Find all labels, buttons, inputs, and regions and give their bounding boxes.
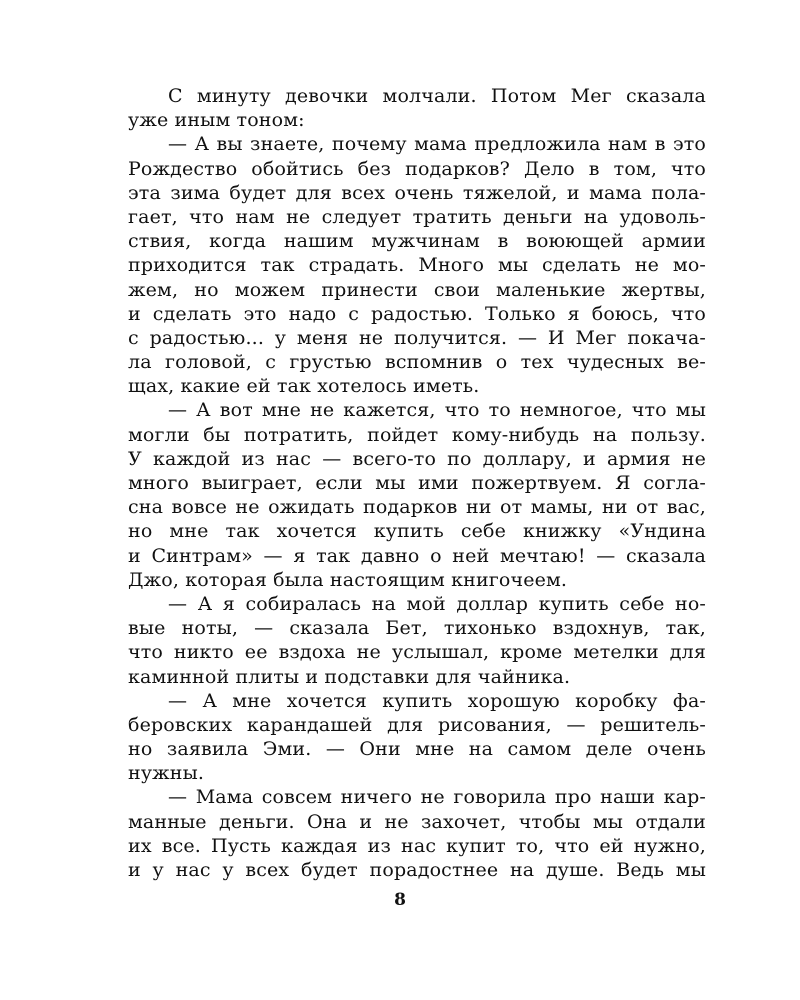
- text-line: Джо, которая была настоящим книгочеем.: [128, 568, 568, 591]
- text-line: — А вот мне не кажется, что то немногое, что мы: [168, 399, 706, 422]
- text-line: уже иным тоном:: [128, 109, 305, 132]
- text-line: Рождество обойтись без подарков? Дело в том, что: [128, 157, 706, 180]
- text-line: приходится так страдать. Много мы сделать не мо-: [128, 254, 706, 277]
- text-line: но заявила Эми. — Они мне на самом деле очень: [128, 738, 706, 761]
- text-line: их все. Пусть каждая из нас купит то, что ей нужно,: [128, 834, 706, 857]
- text-line: сна вовсе не ожидать подарков ни от мамы, ни от вас,: [128, 496, 706, 519]
- text-line: У каждой из нас — всего-то по доллару, и армия не: [128, 447, 706, 470]
- text-line: вые ноты, — сказала Бет, тихонько вздохнув, так,: [128, 617, 706, 640]
- text-line: эта зима будет для всех очень тяжелой, и мама пола-: [128, 181, 706, 204]
- text-line: — Мама совсем ничего не говорила про наши кар-: [168, 786, 706, 809]
- text-line: нужны.: [128, 762, 205, 785]
- text-line: и сделать это надо с радостью. Только я боюсь, что: [128, 302, 706, 325]
- text-line: манные деньги. Она и не захочет, чтобы мы отдали: [128, 810, 706, 833]
- text-line: ствия, когда нашим мужчинам в воюющей армии: [128, 230, 706, 253]
- text-line: много выиграет, если мы ими пожертвуем. Я согла-: [128, 472, 706, 494]
- text-line: щах, какие ей так хотелось иметь.: [128, 375, 480, 398]
- text-line: каминной плиты и подставки для чайника.: [128, 665, 571, 688]
- text-line: могли бы потратить, пойдет кому-нибудь на пользу.: [128, 423, 706, 446]
- text-line: ла головой, с грустью вспомнив о тех чудесных ве-: [128, 351, 706, 374]
- text-line: С минуту девочки молчали. Потом Мег сказала: [168, 85, 706, 107]
- body-text: [128, 84, 706, 882]
- text-line: — А вы знаете, почему мама предложила нам в это: [168, 133, 706, 156]
- text-line: жем, но можем принести свои маленькие жертвы,: [128, 278, 706, 301]
- text-line: что никто ее вздоха не услышал, кроме метелки для: [128, 641, 706, 664]
- text-line: — А мне хочется купить хорошую коробку фа-: [168, 689, 706, 712]
- text-line: гает, что нам не следует тратить деньги на удоволь-: [128, 205, 706, 228]
- text-line: но мне так хочется купить себе книжку «Ундина: [128, 520, 706, 543]
- text-line: с радостью... у меня не получится. — И Мег покача-: [128, 326, 706, 349]
- text-line: беровских карандашей для рисования, — решитель-: [128, 713, 706, 736]
- text-line: и у нас у всех будет порадостнее на душе. Ведь мы: [128, 859, 706, 881]
- text-line: и Синтрам» — я так давно о ней мечтаю! — сказала: [128, 544, 706, 567]
- text-line: — А я собиралась на мой доллар купить себе но-: [168, 592, 706, 615]
- page-number: 8: [394, 890, 406, 910]
